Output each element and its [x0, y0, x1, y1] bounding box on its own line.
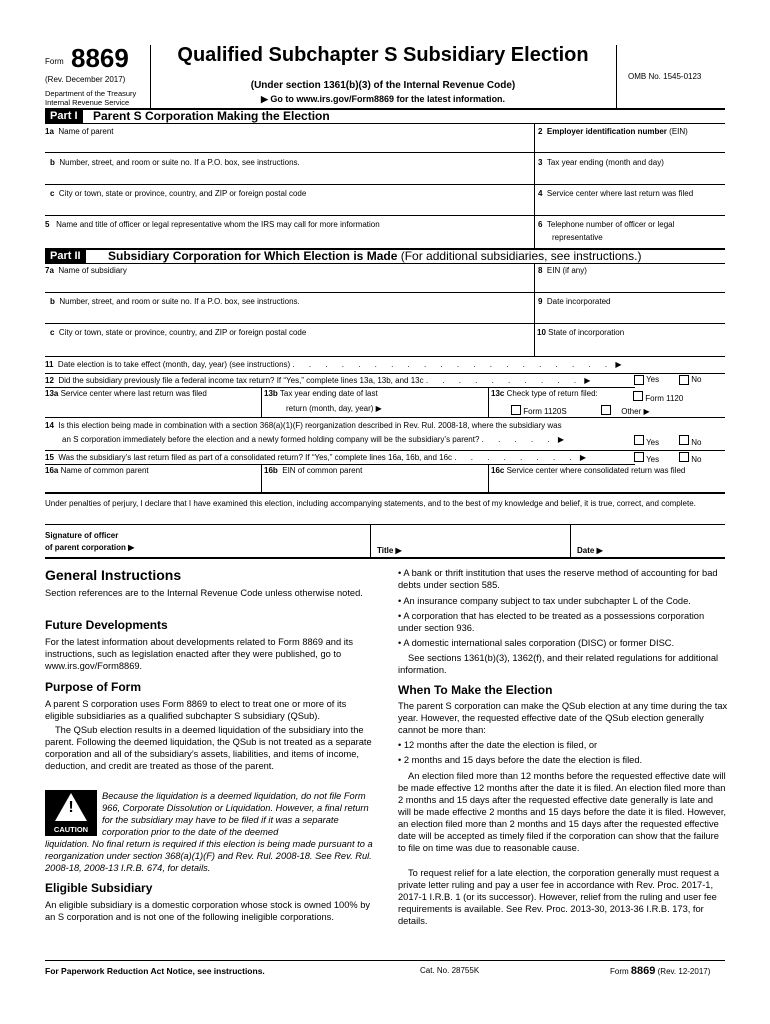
paperwork-notice: For Paperwork Reduction Act Notice, see instructions. — [45, 966, 265, 976]
field-13b[interactable] — [395, 402, 485, 414]
signature-label: Signature of officer of parent corporation ▶ — [45, 531, 135, 552]
line-13a: 13a Service center where last return was filed — [45, 389, 207, 398]
line-4: 4 Service center where last return was filed — [538, 189, 694, 198]
part2-label: Part II — [45, 249, 86, 263]
line-12-yes-checkbox[interactable] — [634, 375, 644, 385]
field-3[interactable] — [540, 170, 720, 182]
form-goto: ▶ Go to www.irs.gov/Form8869 for the latest information. — [260, 94, 506, 104]
when-text-3: To request relief for a late election, the corporation generally must request a private letter ruling and pay a user fee in accordance with Rev. Proc. 2017-1, 2017-1 I.R.B. 1 (or its successor). However, relief from the ruling and user fee requirements is available. See Rev. Proc. 2013-30, 2013-36 I.R.B. 173, for details. — [398, 868, 720, 926]
field-2[interactable] — [540, 138, 720, 150]
line-14-cont: an S corporation immediately before the election and a newly formed holding company will be the subsidiary’s parent? . . . . . ▶ — [62, 435, 565, 444]
future-developments-text: For the latest information about developments related to Form 8869 and its instructions, such as legislation enacted after they were published, go to www.irs.gov/Form8869. — [45, 637, 354, 671]
line-14-no-checkbox[interactable] — [679, 435, 689, 445]
ineligible-bullet-2: • An insurance company subject to tax under subchapter L of the Code. — [398, 596, 691, 606]
footer-form-id: Form 8869 (Rev. 12-2017) — [610, 965, 711, 977]
field-7a[interactable] — [60, 278, 530, 290]
line-1b: b Number, street, and room or suite no. If a P.O. box, see instructions. — [50, 158, 300, 167]
field-8[interactable] — [540, 278, 720, 290]
purpose-heading: Purpose of Form — [45, 680, 142, 694]
form-1120s-checkbox[interactable] — [511, 405, 521, 415]
form-title: Qualified Subchapter S Subsidiary Election — [177, 44, 589, 66]
title-label: Title ▶ — [377, 546, 402, 555]
line-15: 15 Was the subsidiary’s last return filed as part of a consolidated return? If “Yes,” complete lines 16a, 16b, and 16c . . . . . . . . ▶ — [45, 453, 587, 462]
omb-number: OMB No. 1545-0123 — [628, 72, 702, 81]
line-2: 2 Employer identification number (EIN) — [538, 127, 688, 136]
field-1c[interactable] — [60, 200, 530, 212]
future-developments-heading: Future Developments — [45, 618, 168, 632]
part1-label: Part I — [45, 109, 83, 123]
intro-text: Section references are to the Internal Revenue Code unless otherwise noted. — [45, 588, 363, 598]
field-7c[interactable] — [60, 340, 530, 352]
purpose-text-2: The QSub election results in a deemed liquidation of the subsidiary into the parent. Following the deemed liquidation, the QSub is not treated as a separate corporation and all of the subsidiary’s assets, liabilities, and items of income, deduction, and credit are treated as those of the parent. — [45, 725, 372, 771]
caution-text-b: liquidation. No final return is required if this election is being made pursuant to a reorganization under section 368(a)(1)(F) and Rev. Rul. 2008-18. See Rev. Rul. 2008-18, 2008-13 I.R.B. 674, for details. — [45, 839, 373, 873]
purpose-text-1: A parent S corporation uses Form 8869 to elect to treat one or more of its eligible subsidiaries as a qualified subchapter S subsidiary (QSub). — [45, 699, 347, 721]
line-7b: b Number, street, and room or suite no. If a P.O. box, see instructions. — [50, 297, 300, 306]
eligible-subsidiary-heading: Eligible Subsidiary — [45, 881, 153, 895]
field-7b[interactable] — [60, 308, 530, 320]
line-7a: 7a Name of subsidiary — [45, 266, 127, 275]
line-16c: 16c Service center where consolidated return was filed — [491, 466, 686, 475]
title-field[interactable] — [410, 528, 565, 556]
general-instructions-heading: General Instructions — [45, 567, 182, 583]
field-13a[interactable] — [50, 400, 255, 414]
line-14-no: No — [679, 435, 701, 445]
rev-date: (Rev. December 2017) — [45, 75, 126, 84]
when-text-2: An election filed more than 12 months before the requested effective date will be made effective 12 months after the date it is filed. An election filed more than 2 months and 15 days after the requested effective date generally is late and will be made effective 2 months and 15 days before the date it is filed. However, an election filed more than 2 months and 15 days after the requested effective date will be accepted as timely filed if the corporation can show that the failure to file on time was due to reasonable cause. — [398, 771, 726, 853]
ineligible-bullet-3: • A corporation that has elected to be treated as a possessions corporation under section 936. — [398, 611, 705, 633]
when-text-1: The parent S corporation can make the QSub election at any time during the tax year. However, the requested effective date of the QSub election generally cannot be more than: — [398, 701, 728, 735]
field-4[interactable] — [540, 200, 720, 212]
line-11: 11 Date election is to take effect (month, day, year) (see instructions) . . . . . . . . . . . . . . . . . . . . ▶ — [45, 360, 622, 369]
line-16b: 16b EIN of common parent — [264, 466, 363, 475]
line-1c: c City or town, state or province, country, and ZIP or foreign postal code — [50, 189, 307, 198]
line-13b-cont: return (month, day, year) ▶ — [286, 404, 382, 413]
line-7c: c City or town, state or province, country, and ZIP or foreign postal code — [50, 328, 307, 337]
when-bullet-2: • 2 months and 15 days before the date the election is filed. — [398, 755, 643, 765]
form-subtitle: (Under section 1361(b)(3) of the Internal Revenue Code) — [250, 80, 516, 91]
penalties-statement: Under penalties of perjury, I declare that I have examined this election, including accompanying statements, and to the best of my knowledge and belief, it is true, correct, and complete. — [45, 499, 696, 508]
see-sections-text: See sections 1361(b)(3), 1362(f), and their related regulations for additional information. — [398, 653, 719, 675]
service: Internal Revenue Service — [45, 98, 130, 107]
signature-field[interactable] — [175, 528, 365, 556]
line-12-yes: Yes — [634, 375, 659, 385]
other-option: Other ▶ — [601, 405, 642, 415]
line-1a: 1a Name of parent — [45, 127, 114, 136]
ineligible-bullet-4: • A domestic international sales corporation (DISC) or former DISC. — [398, 638, 675, 648]
form-1120s-option: Form 1120S — [511, 405, 567, 415]
field-16c[interactable] — [495, 477, 720, 489]
department: Department of the Treasury — [45, 89, 137, 98]
field-16a[interactable] — [50, 477, 255, 489]
field-9[interactable] — [540, 308, 720, 320]
field-5[interactable] — [60, 232, 530, 244]
line-8: 8 EIN (if any) — [538, 266, 587, 275]
line-14: 14 Is this election being made in combination with a section 368(a)(1)(F) reorganization described in Rev. Rul. 2008-18, where the subsidiary was — [45, 421, 562, 430]
line-15-no-checkbox[interactable] — [679, 452, 689, 462]
line-15-yes-checkbox[interactable] — [634, 452, 644, 462]
part2-title: Subsidiary Corporation for Which Election is Made (For additional subsidiaries, see instructions.) — [108, 249, 642, 263]
date-field[interactable] — [612, 528, 722, 556]
part1-title: Parent S Corporation Making the Election — [93, 109, 330, 123]
when-bullet-1: • 12 months after the date the election is filed, or — [398, 740, 598, 750]
field-1a[interactable] — [60, 138, 530, 150]
line-15-yes: Yes — [634, 452, 659, 462]
line-16a: 16a Name of common parent — [45, 466, 149, 475]
line-9: 9 Date incorporated — [538, 297, 611, 306]
date-label: Date ▶ — [577, 546, 603, 555]
line-13c: 13c Check type of return filed: — [491, 389, 598, 398]
when-to-make-heading: When To Make the Election — [398, 683, 553, 697]
catalog-number: Cat. No. 28755K — [420, 966, 480, 975]
form-1120-checkbox[interactable] — [633, 391, 643, 401]
line-6: 6 Telephone number of officer or legal — [538, 220, 675, 229]
form-number: 8869 — [71, 43, 129, 73]
eligible-subsidiary-text: An eligible subsidiary is a domestic corporation whose stock is owned 100% by an S corporation and is not one of the following ineligible corporations. — [45, 900, 371, 922]
caution-icon: ! CAUTION — [45, 790, 97, 836]
field-11[interactable] — [632, 358, 722, 372]
ineligible-bullet-1: • A bank or thrift institution that uses the reserve method of accounting for bad debts under section 585. — [398, 568, 718, 590]
line-13b: 13b Tax year ending date of last — [264, 389, 378, 398]
line-15-no: No — [679, 452, 701, 462]
line-6-cont: representative — [552, 233, 603, 242]
line-14-yes: Yes — [634, 435, 659, 445]
field-1b[interactable] — [60, 170, 530, 182]
field-10[interactable] — [540, 340, 720, 352]
caution-text-a: Because the liquidation is a deemed liquidation, do not file Form 966, Corporate Dissolution or Liquidation. However, a final return for the subsidiary may have to be filed if it was a separate corporation prior to the date of the deemed — [102, 791, 369, 837]
field-16b[interactable] — [268, 477, 483, 489]
line-3: 3 Tax year ending (month and day) — [538, 158, 664, 167]
line-12-no: No — [679, 375, 701, 385]
line-5: 5 Name and title of officer or legal representative whom the IRS may call for more information — [45, 220, 380, 229]
line-10: 10 State of incorporation — [537, 328, 625, 337]
line-12: 12 Did the subsidiary previously file a federal income tax return? If “Yes,” complete lines 13a, 13b, and 13c . . . . . . . . . . ▶ — [45, 376, 591, 385]
other-checkbox[interactable] — [601, 405, 611, 415]
line-14-yes-checkbox[interactable] — [634, 435, 644, 445]
form-1120-option: Form 1120 — [633, 391, 683, 401]
form-word: Form — [45, 57, 64, 66]
line-12-no-checkbox[interactable] — [679, 375, 689, 385]
other-field[interactable] — [685, 406, 723, 416]
